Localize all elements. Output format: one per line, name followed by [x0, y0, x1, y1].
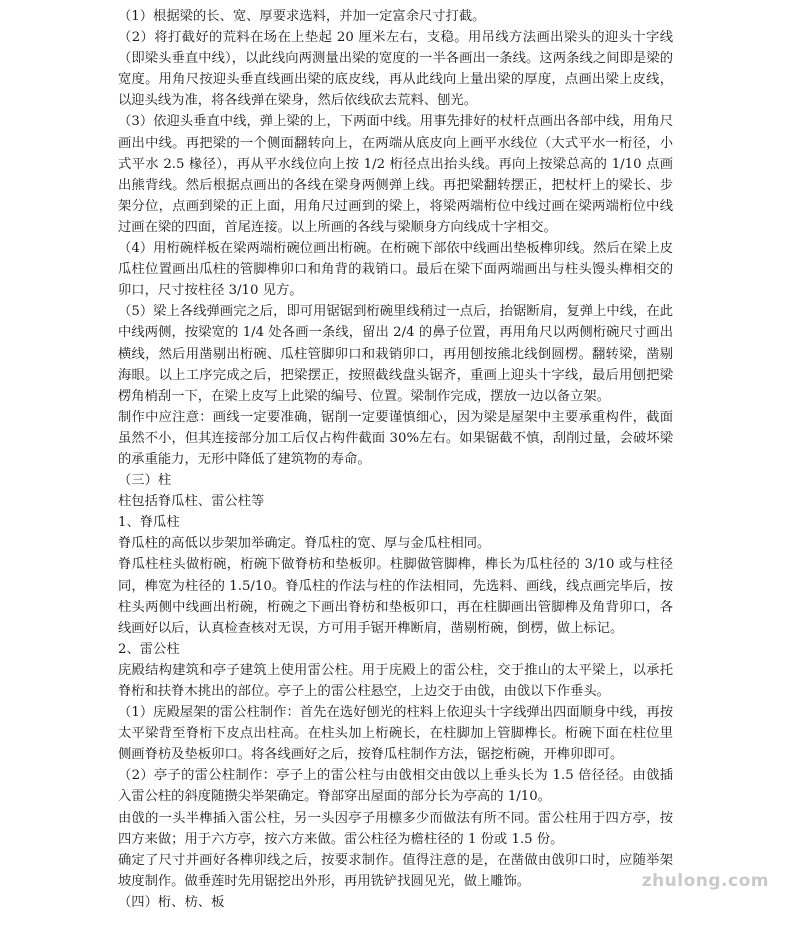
watermark: zhulong.com [641, 871, 769, 891]
paragraph: 由戗的一头半榫插入雷公柱，另一头因亭子用檩多少而做法有所不同。雷公柱用于四方亭，按四方来做；用于六方亭，按六方来做。雷公柱径为檐柱径的 1 份或 1.5 份。 [118, 810, 673, 847]
paragraph: 脊瓜柱的高低以步架加举确定。脊瓜柱的宽、厚与金瓜柱相同。 [118, 536, 491, 552]
paragraph: （2）将打截好的荒料在场在上垫起 20 厘米左右，支稳。用吊线方法画出梁头的迎头十字线（即梁头垂直中线），以此线向两测量出梁的宽度的一半各画出一条线。这两条线之间即是梁的宽度。用角尺按迎头垂直线画出梁的底皮线，再从此线向上量出梁的厚度，点画出梁上皮线，以迎头线为准，将各线弹在梁身，然后依线砍去荒料、刨光。 [118, 30, 673, 109]
subsection-heading: 2、雷公柱 [118, 641, 180, 657]
paragraph: （4）用桁碗样板在梁两端桁碗位画出桁碗。在桁碗下部依中线画出垫板榫卯线。然后在梁上皮瓜柱位置画出瓜柱的管脚榫卯口和角背的栽销口。最后在梁下面两端画出与柱头馒头榫相交的卯口，尺寸按柱径 3/10 见方。 [118, 241, 673, 299]
section-heading: （三）柱 [118, 473, 172, 489]
paragraph: 脊瓜柱柱头做桁碗，桁碗下做脊枋和垫板卯。柱脚做管脚榫，榫长为瓜柱径的 3/10 或与柱径同，榫宽为柱径的 1.5/10。脊瓜柱的作法与柱的作法相同，先选料、画线，线点画完毕后，按柱头两侧中线画出桁碗，桁碗之下画出脊枋和垫板卯口，再在柱脚画出管脚榫及角背卯口，各线画好以后，认真检查核对无误，方可用手锯开榫断肩，凿剔桁碗，倒楞，做上标记。 [118, 557, 673, 636]
paragraph: （5）梁上各线弹画完之后，即可用锯锯到桁碗里线稍过一点后，抬锯断肩，复弹上中线，在此中线两侧，按梁宽的 1/4 处各画一条线，留出 2/4 的鼻子位置，再用角尺以两侧桁碗尺寸画出横线，然后用凿剔出桁碗、瓜柱管脚卯口和栽销卯口，再用刨按熊北线倒圆楞。翻转梁，凿剔海眼。以上工序完成之后，把梁摆正，按照截线盘头锯齐，重画上迎头十字线，最后用刨把梁楞角梢刮一下，在梁上皮写上此梁的编号、位置。梁制作完成，摆放一边以备立架。 [118, 304, 673, 404]
paragraph: 庑殿结构建筑和亭子建筑上使用雷公柱。用于庑殿上的雷公柱，交于推山的太平梁上，以承托脊桁和扶脊木挑出的部位。亭子上的雷公柱悬空，上边交于由戗，由戗以下作垂头。 [118, 662, 673, 699]
section-heading: （四）桁、枋、板 [118, 894, 225, 910]
paragraph: 制作中应注意：画线一定要准确，锯削一定要谨慎细心，因为梁是屋架中主要承重构件，截面虽然不小，但其连接部分加工后仅占构件截面 30%左右。如果锯截不慎，刮削过量，会破坏梁的承重能力，无形中降低了建筑物的寿命。 [118, 409, 673, 467]
paragraph: 确定了尺寸并画好各榫卯线之后，按要求制作。值得注意的是，在凿做由戗卯口时，应随举架坡度制作。做垂莲时先用锯挖出外形，再用铣铲找圆见光，做上雕饰。 [118, 852, 673, 889]
paragraph: （3）依迎头垂直中线，弹上梁的上，下两面中线。用事先排好的杖杆点画出各部中线，用角尺画出中线。再把梁的一个侧面翻转向上，在两端从底皮向上画平水线位（大式平水一桁径，小式平水 2.5 椽径），再从平水线位向上按 1/2 桁径点出抬头线。再向上按梁总高的 1/10 点画出熊背线。然后根据点画出的各线在梁身两侧弹上线。再把梁翻转摆正，把杖杆上的梁长、步架分位，点画到梁的正上面，用角尺过画到的梁上，将梁两端桁位中线过画在梁两端桁位中线过画在梁的四面，首尾连接。以上所画的各线与梁顺身方向线成十字相交。 [118, 114, 673, 235]
subsection-heading: 1、脊瓜柱 [118, 515, 180, 531]
paragraph: （1）根据梁的长、宽、厚要求选料，并加一定富余尺寸打截。 [118, 9, 486, 24]
paragraph: （1）庑殿屋架的雷公柱制作：首先在选好刨光的柱料上依迎头十字线弹出四面顺身中线，再按太平梁背至脊桁下皮点出柱高。在柱头加上桁碗长，在柱脚加上管脚榫长。桁碗下面在柱位里侧画脊枋及垫板卯口。将各线画好之后，按脊瓜柱制作方法，锯挖桁碗，开榫卯即可。 [118, 705, 673, 763]
paragraph: （2）亭子的雷公柱制作：亭子上的雷公柱与由戗相交由戗以上垂头长为 1.5 倍径径。由戗插入雷公柱的斜度随攒尖举架确定。脊部穿出屋面的部分长为亭高的 1/10。 [118, 768, 673, 805]
paragraph: 柱包括脊瓜柱、雷公柱等 [118, 494, 265, 510]
